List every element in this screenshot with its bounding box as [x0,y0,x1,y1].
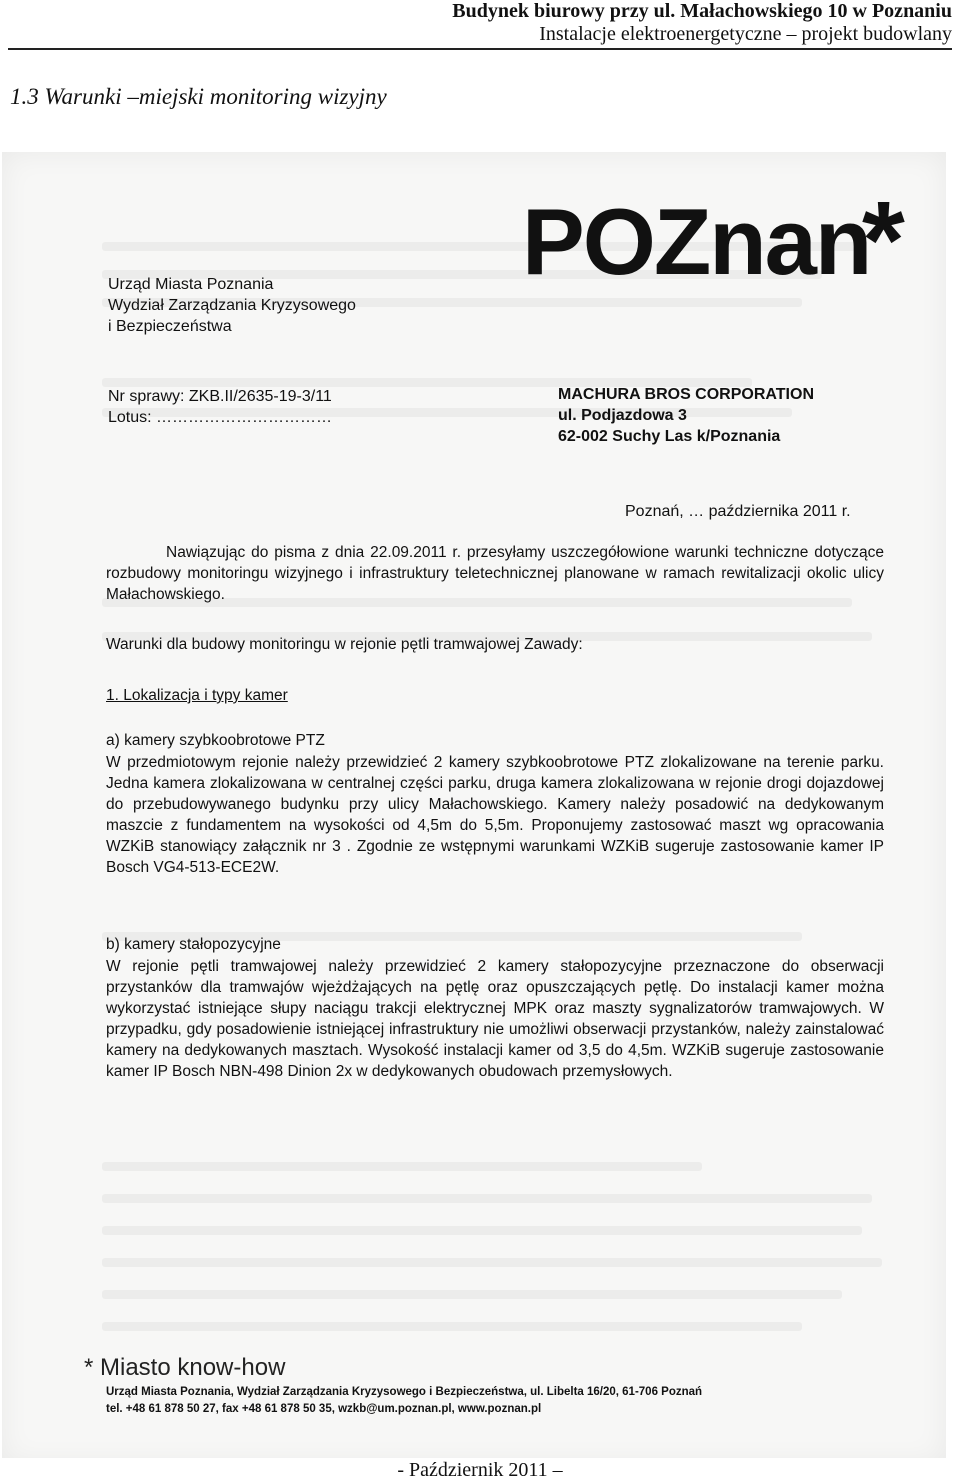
sender-line-3: i Bezpieczeństwa [108,318,232,335]
footer-brand: * Miasto know-how [84,1354,286,1381]
static-cameras-body: W rejonie pętli tramwajowej należy przewidzieć 2 kamery stałopozycyjne przeznaczone do obserwacji przystanków dla tramwajów wjeżdżających na pętlę oraz opuszczających pętlę. Do instalacji kamer można wykorzystać istniejące słupy naciągu trakcji elektrycznej MPK oraz maszty sygnalizatorów tramwajowych. W przypadku, gdy posadowienie istniejącej infrastruktury nie umożliwi obserwacji przystanków, należy zainstalować kamery na dedykowanych masztach. Wysokość instalacji kamer od 3,5 do 4,5m. WZKiB sugeruje zastosowanie kamer IP Bosch NBN-498 Dinion 2x w dedykowanych obudowach przemysłowych. [106,958,884,1080]
sender-line-1: Urząd Miasta Poznania [108,276,274,293]
header-line-2: Instalacje elektroenergetyczne – projekt budowlany [539,23,952,45]
static-cameras-title: b) kamery stałopozycyjne [106,936,281,953]
sender-block [108,274,356,337]
letter-date: Poznań, … października 2011 r. [625,503,851,520]
recipient-block [558,384,814,447]
recipient-line-3: 62-002 Suchy Las k/Poznania [558,428,781,445]
page-footer: - Październik 2011 – [0,1458,960,1477]
poznan-logo-star: * [862,179,905,302]
recipient-line-1: MACHURA BROS CORPORATION [558,386,814,403]
footer-address-block [106,1384,702,1418]
footer-address: Urząd Miasta Poznania, Wydział Zarządzania Kryzysowego i Bezpieczeństwa, ul. Libelta 16/20, 61-706 Poznań [106,1386,703,1398]
ptz-cameras-body: W przedmiotowym rejonie należy przewidzieć 2 kamery szybkoobrotowe PTZ zlokalizowane na terenie parku. Jedna kamera zlokalizowana w centralnej części parku, druga kamera zlokalizowana w rejonie drogi dojazdowej do przebudowywanego budynku przy ulicy Małachowskiego. Kamery należy posadowić na dedykowanym maszcie z fundamentem na wysokości od 4,5m do 5,5m. Proponujemy zastosować maszt wg opracowania WZKiB stanowiący załącznik nr 3 . Zgodnie ze wstępnymi warunkami WZKiB sugeruje zastosowanie kamer IP Bosch VG4-513-ECE2W. [106,754,884,876]
case-block [108,386,332,428]
ptz-cameras-title: a) kamery szybkoobrotowe PTZ [106,732,325,749]
section-1-heading: 1. Lokalizacja i typy kamer [106,687,288,704]
sender-line-2: Wydział Zarządzania Kryzysowego [108,297,356,314]
footer-contact: tel. +48 61 878 50 27, fax +48 61 878 50 35, wzkb@um.poznan.pl, www.poznan.pl [106,1403,542,1415]
recipient-line-2: ul. Podjazdowa 3 [558,407,687,424]
lotus-line: Lotus: …………………………… [108,409,333,426]
section-title: 1.3 Warunki –miejski monitoring wizyjny [10,84,387,109]
intro-paragraph: Nawiązując do pisma z dnia 22.09.2011 r. przesyłamy uszczegółowione warunki techniczne dotyczące rozbudowy monitoringu wizyjnego i infrastruktury teletechnicznej planowane w ramach rewitalizacji okolic ulicy Małachowskiego. [106,544,884,603]
conditions-heading: Warunki dla budowy monitoringu w rejonie pętli tramwajowej Zawady: [106,636,583,653]
header-line-1: Budynek biurowy przy ul. Małachowskiego 10 w Poznaniu [452,0,952,22]
case-number: Nr sprawy: ZKB.II/2635-19-3/11 [108,388,332,405]
poznan-logo: POZnan [522,189,871,294]
running-header [8,0,952,50]
